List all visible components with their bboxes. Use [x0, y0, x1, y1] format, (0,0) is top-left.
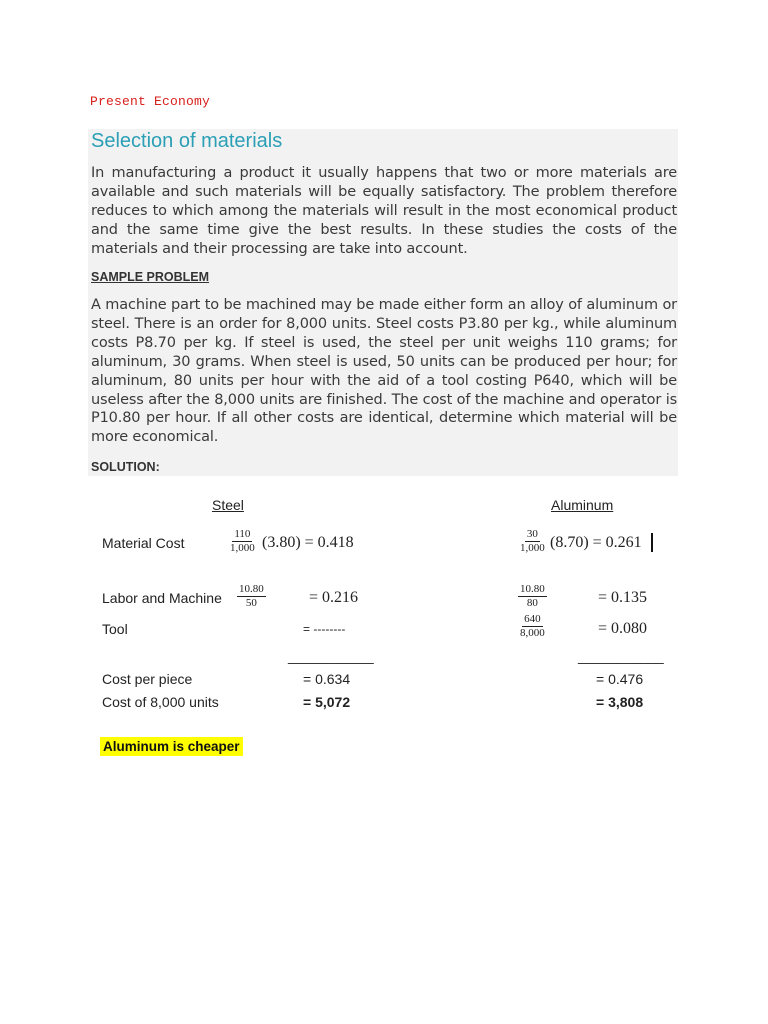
- steel-labor-result: = 0.216: [309, 589, 359, 606]
- steel-material-fraction: [228, 528, 257, 555]
- aluminum-sum-rule: ___________: [578, 648, 664, 664]
- row-label-cost-total: Cost of 8,000 units: [102, 694, 219, 710]
- steel-labor-numerator: 10.80: [239, 583, 264, 595]
- aluminum-material-fraction: [518, 528, 547, 555]
- aluminum-material-numerator: 30: [526, 528, 538, 540]
- row-label-cost-per-piece: Cost per piece: [102, 671, 193, 687]
- row-label-material-cost: Material Cost: [102, 535, 185, 551]
- aluminum-cost-total: = 3,808: [596, 694, 644, 710]
- solution-label: SOLUTION:: [91, 460, 160, 474]
- aluminum-labor-denominator: 80: [526, 597, 538, 609]
- steel-material-numerator: 110: [234, 528, 251, 540]
- aluminum-tool-result: = 0.080: [598, 620, 648, 637]
- steel-labor-fraction: [237, 583, 266, 610]
- problem-paragraph: A machine part to be machined may be made either form an alloy of aluminum or steel. There is an order for 8,000 units. Steel costs P3.80 per kg., while aluminum costs P8.70 per kg. If steel is used, the steel per unit weighs 110 grams; for aluminum, 30 grams. When steel is used, 50 units can be produced per hour; for aluminum, 80 units per hour with the aid of a tool costing P640, which will be useless after the 8,000 units are finished. The cost of the machine and operator is P10.80 per hour. If all other costs are identical, determine which material will be more economical.: [91, 297, 677, 446]
- sample-problem-label: SAMPLE PROBLEM: [91, 270, 210, 284]
- row-label-labor-machine: Labor and Machine: [102, 590, 222, 606]
- running-header: Present Economy: [90, 94, 211, 109]
- aluminum-tool-fraction: [518, 613, 547, 640]
- aluminum-labor-result: = 0.135: [598, 589, 648, 606]
- aluminum-material-denominator: 1,000: [520, 542, 545, 554]
- aluminum-tool-denominator: 8,000: [520, 627, 545, 639]
- aluminum-tool-numerator: 640: [524, 613, 541, 625]
- aluminum-material-result: (8.70) = 0.261: [550, 534, 642, 551]
- aluminum-cost-per-piece: = 0.476: [596, 671, 644, 687]
- steel-cost-per-piece: = 0.634: [303, 671, 351, 687]
- steel-labor-denominator: 50: [245, 597, 257, 609]
- section-title: Selection of materials: [91, 130, 283, 152]
- row-label-tool: Tool: [102, 621, 128, 637]
- text-cursor: [651, 533, 653, 552]
- aluminum-labor-numerator: 10.80: [520, 583, 545, 595]
- steel-material-result: (3.80) = 0.418: [262, 534, 354, 551]
- aluminum-column-header: Aluminum: [551, 497, 614, 513]
- aluminum-labor-fraction: [518, 583, 547, 610]
- steel-material-denominator: 1,000: [230, 542, 255, 554]
- intro-paragraph: In manufacturing a product it usually happens that two or more materials are available and such materials will be equally satisfactory. The problem therefore reduces to which among the materials will result in the most economical product and the same time give the best results. In these studies the costs of the materials and their processing are take into account.: [91, 165, 677, 257]
- conclusion-highlight: Aluminum is cheaper: [100, 737, 243, 756]
- steel-cost-total: = 5,072: [303, 694, 351, 710]
- steel-tool-result: = --------: [303, 622, 346, 636]
- steel-sum-rule: ___________: [288, 648, 374, 664]
- steel-column-header: Steel: [212, 497, 244, 513]
